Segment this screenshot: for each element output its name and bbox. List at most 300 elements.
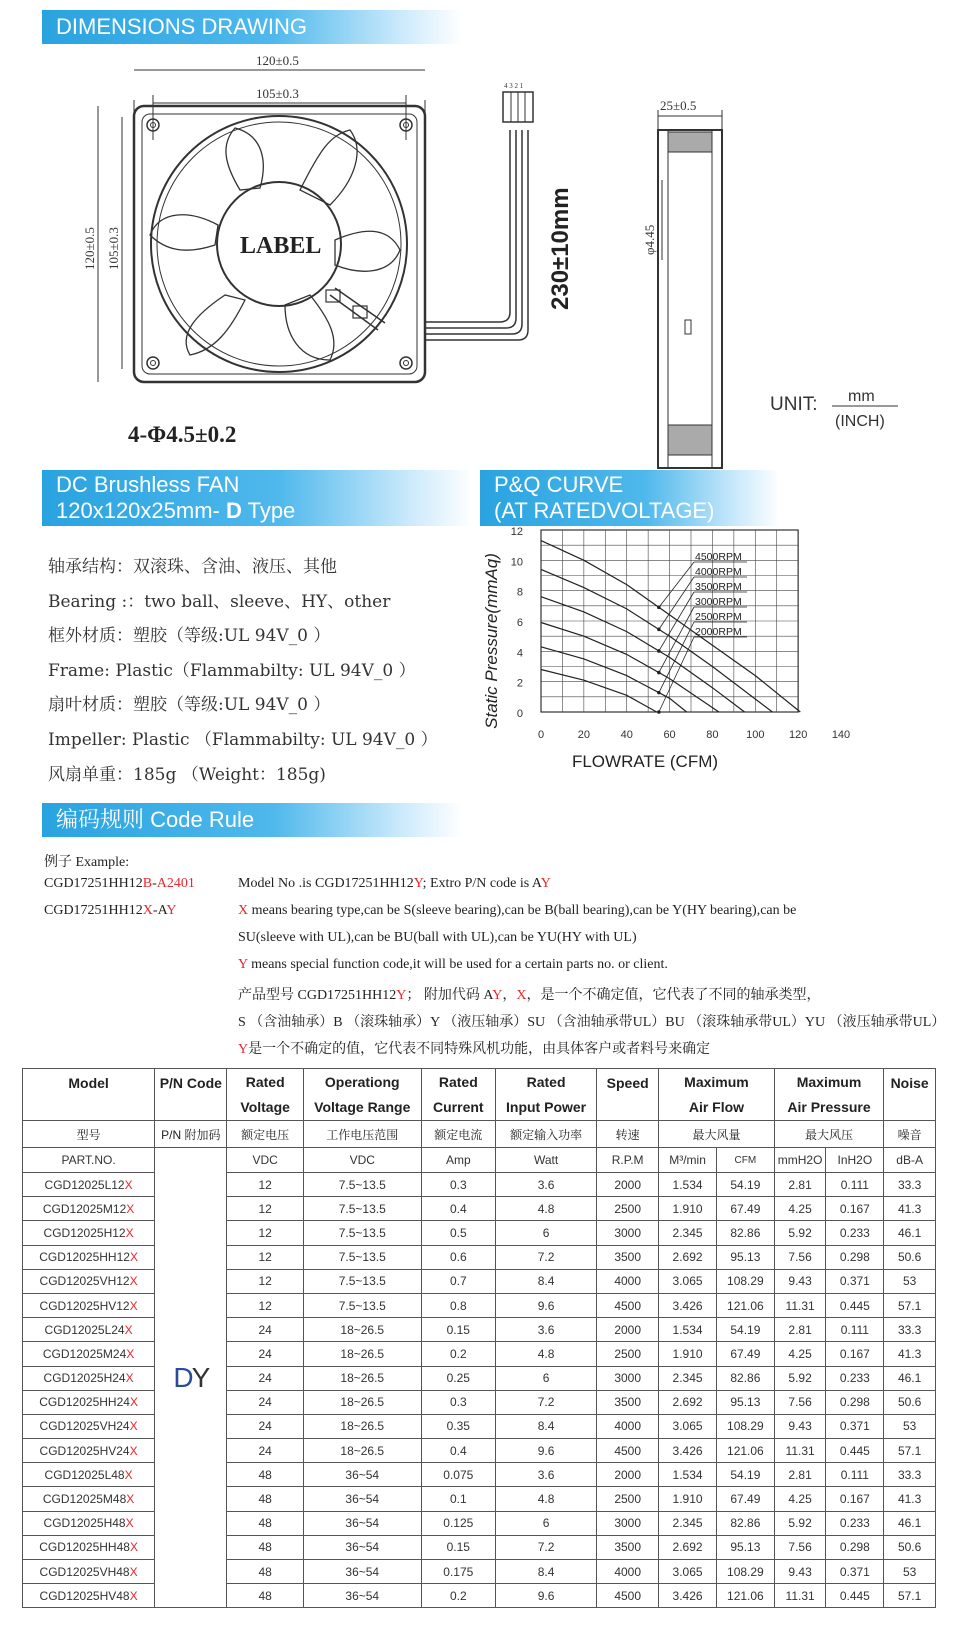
cell-voltage-range: 7.5~13.5: [303, 1173, 421, 1197]
leader-dot: [657, 606, 661, 610]
dim-120-top: 120±0.5: [256, 53, 299, 68]
unit-inch: (INCH): [835, 413, 885, 430]
cell-m3min: 1.534: [659, 1173, 717, 1197]
cell-noise: 41.3: [884, 1197, 936, 1221]
cell-current: 0.3: [421, 1173, 495, 1197]
unit-cfm: CFM: [716, 1148, 774, 1173]
col-air-flow: Maximum Air Flow: [659, 1069, 775, 1121]
cell-noise: 57.1: [884, 1439, 936, 1463]
cell-speed: 3000: [597, 1221, 659, 1245]
cell-model: CGD12025M12X: [23, 1197, 155, 1221]
col-noise: Noise: [884, 1069, 936, 1121]
cell-cfm: 121.06: [716, 1439, 774, 1463]
cell-model: CGD12025L12X: [23, 1173, 155, 1197]
series-label: 2500RPM: [695, 611, 742, 623]
unit-amp: Amp: [421, 1148, 495, 1173]
cell-mmh2o: 9.43: [774, 1269, 826, 1293]
cell-inh2o: 0.445: [826, 1439, 884, 1463]
series-label: 2000RPM: [695, 626, 742, 638]
cell-model: CGD12025HH24X: [23, 1390, 155, 1414]
cn-rated-current: 额定电流: [421, 1121, 495, 1148]
cell-m3min: 1.910: [659, 1342, 717, 1366]
cell-current: 0.3: [421, 1390, 495, 1414]
y-tick-label: 0: [516, 708, 523, 720]
cell-speed: 2000: [597, 1463, 659, 1487]
cn-model: 型号: [23, 1121, 155, 1148]
cell-noise: 46.1: [884, 1366, 936, 1390]
cell-m3min: 3.065: [659, 1269, 717, 1293]
cell-model: CGD12025H48X: [23, 1511, 155, 1535]
dimensions-drawing: [0, 40, 960, 460]
cn-voltage-range: 工作电压范围: [303, 1121, 421, 1148]
cell-current: 0.7: [421, 1269, 495, 1293]
cell-speed: 4000: [597, 1560, 659, 1584]
cell-power: 3.6: [495, 1173, 596, 1197]
rule-line-1: Model No .is CGD17251HH12Y; Extro P/N code is AY: [238, 876, 551, 891]
cell-speed: 4000: [597, 1269, 659, 1293]
cell-rated-voltage: 12: [227, 1269, 303, 1293]
cell-m3min: 3.426: [659, 1439, 717, 1463]
cell-m3min: 1.534: [659, 1318, 717, 1342]
cell-cfm: 121.06: [716, 1584, 774, 1608]
cell-current: 0.1: [421, 1487, 495, 1511]
code-rule-header: [42, 803, 462, 837]
series-label: 4000RPM: [695, 566, 742, 578]
cell-speed: 4000: [597, 1414, 659, 1438]
cell-mmh2o: 2.81: [774, 1318, 826, 1342]
cell-power: 7.2: [495, 1390, 596, 1414]
cell-noise: 33.3: [884, 1173, 936, 1197]
cell-rated-voltage: 48: [227, 1487, 303, 1511]
col-rated-voltage: Rated Voltage: [227, 1069, 303, 1121]
y-tick-label: 2: [516, 677, 523, 690]
cell-current: 0.4: [421, 1439, 495, 1463]
leader-dot: [657, 691, 661, 695]
cell-model: CGD12025HV12X: [23, 1293, 155, 1317]
y-axis-label: Static Pressure(mmAq): [482, 553, 501, 729]
dim-105-top: 105±0.3: [256, 86, 299, 101]
leader-dot: [657, 649, 661, 653]
cell-cfm: 54.19: [716, 1463, 774, 1487]
cell-cfm: 108.29: [716, 1269, 774, 1293]
cell-inh2o: 0.298: [826, 1390, 884, 1414]
cell-rated-voltage: 48: [227, 1463, 303, 1487]
cn-air-pressure: 最大风压: [774, 1121, 883, 1148]
cell-inh2o: 0.233: [826, 1366, 884, 1390]
rule-line-5: 产品型号 CGD17251HH12Y； 附加代码 AY，X，是一个不确定值，它代表了不同的轴承类型，: [238, 988, 821, 1003]
cell-m3min: 1.910: [659, 1197, 717, 1221]
cell-inh2o: 0.233: [826, 1221, 884, 1245]
cell-inh2o: 0.111: [826, 1318, 884, 1342]
cell-voltage-range: 36~54: [303, 1560, 421, 1584]
cell-model: CGD12025VH48X: [23, 1560, 155, 1584]
cell-cfm: 108.29: [716, 1560, 774, 1584]
cell-m3min: 2.692: [659, 1390, 717, 1414]
cell-model: CGD12025M48X: [23, 1487, 155, 1511]
cn-rated-voltage: 额定电压: [227, 1121, 303, 1148]
spec-impeller-cn: 扇叶材质：塑胶（等级:UL 94V_0 ）: [48, 695, 331, 715]
cell-mmh2o: 4.25: [774, 1197, 826, 1221]
cell-mmh2o: 2.81: [774, 1463, 826, 1487]
cell-voltage-range: 7.5~13.5: [303, 1269, 421, 1293]
cell-mmh2o: 2.81: [774, 1173, 826, 1197]
cn-air-flow: 最大风量: [659, 1121, 775, 1148]
cell-power: 4.8: [495, 1197, 596, 1221]
cell-rated-voltage: 12: [227, 1293, 303, 1317]
cell-speed: 4500: [597, 1584, 659, 1608]
pq-title-line2: (AT RATEDVOLTAGE): [494, 498, 715, 523]
cell-power: 7.2: [495, 1245, 596, 1269]
series-line-2000RPM: [541, 670, 657, 713]
fan-title-line1: DC Brushless FAN: [56, 472, 240, 497]
cell-noise: 53: [884, 1269, 936, 1293]
cell-current: 0.125: [421, 1511, 495, 1535]
dim-25: 25±0.5: [660, 98, 697, 113]
cell-inh2o: 0.371: [826, 1414, 884, 1438]
cell-cfm: 67.49: [716, 1197, 774, 1221]
cell-mmh2o: 9.43: [774, 1560, 826, 1584]
unit-mmh2o: mmH2O: [774, 1148, 826, 1173]
cell-cfm: 67.49: [716, 1342, 774, 1366]
unit-watt: Watt: [495, 1148, 596, 1173]
dim-105-side: 105±0.3: [106, 227, 121, 270]
section-title: 编码规则 Code Rule: [56, 807, 255, 832]
cell-mmh2o: 11.31: [774, 1293, 826, 1317]
fan-title-line2: 120x120x25mm- D Type: [56, 498, 296, 523]
cell-rated-voltage: 12: [227, 1245, 303, 1269]
section-title: DIMENSIONS DRAWING: [56, 14, 307, 39]
cell-mmh2o: 7.56: [774, 1390, 826, 1414]
cell-inh2o: 0.167: [826, 1342, 884, 1366]
cell-current: 0.175: [421, 1560, 495, 1584]
cell-inh2o: 0.371: [826, 1560, 884, 1584]
cell-power: 8.4: [495, 1560, 596, 1584]
cell-inh2o: 0.111: [826, 1173, 884, 1197]
cell-power: 6: [495, 1366, 596, 1390]
dim-445: φ4.45: [642, 224, 657, 255]
cell-cfm: 82.86: [716, 1221, 774, 1245]
cell-cfm: 95.13: [716, 1535, 774, 1559]
cell-noise: 50.6: [884, 1390, 936, 1414]
cell-model: CGD12025HV24X: [23, 1439, 155, 1463]
cell-power: 9.6: [495, 1584, 596, 1608]
cell-mmh2o: 4.25: [774, 1487, 826, 1511]
cell-m3min: 1.910: [659, 1487, 717, 1511]
cell-rated-voltage: 24: [227, 1439, 303, 1463]
cell-noise: 46.1: [884, 1221, 936, 1245]
unit-m3min: M³/min: [659, 1148, 717, 1173]
y-tick-label: 10: [510, 556, 523, 569]
cn-speed: 转速: [597, 1121, 659, 1148]
cell-power: 6: [495, 1511, 596, 1535]
spec-frame-en: Frame: Plastic（Flammabilty: UL 94V_0 ）: [48, 661, 416, 681]
cell-m3min: 3.426: [659, 1584, 717, 1608]
cell-mmh2o: 4.25: [774, 1342, 826, 1366]
cell-model: CGD12025VH12X: [23, 1269, 155, 1293]
cell-inh2o: 0.233: [826, 1511, 884, 1535]
y-tick-label: 12: [510, 526, 523, 538]
cell-mmh2o: 7.56: [774, 1245, 826, 1269]
rule-line-3: SU(sleeve with UL),can be BU(ball with UL),can be YU(HY with UL): [238, 930, 637, 945]
x-tick-label: 0: [537, 729, 545, 741]
cell-noise: 33.3: [884, 1463, 936, 1487]
rule-line-4: Y means special function code,it will be used for a certain parts no. or client.: [238, 957, 668, 972]
cell-rated-voltage: 48: [227, 1584, 303, 1608]
unit-label: UNIT:: [770, 394, 818, 415]
cell-m3min: 2.345: [659, 1366, 717, 1390]
cell-current: 0.25: [421, 1366, 495, 1390]
spec-frame-cn: 框外材质：塑胶（等级:UL 94V_0 ）: [48, 626, 331, 646]
leader-dot: [657, 710, 661, 714]
cell-noise: 41.3: [884, 1487, 936, 1511]
cell-power: 3.6: [495, 1318, 596, 1342]
cell-speed: 2000: [597, 1173, 659, 1197]
x-tick-label: 40: [620, 729, 633, 741]
cell-inh2o: 0.445: [826, 1293, 884, 1317]
cell-noise: 41.3: [884, 1342, 936, 1366]
cell-inh2o: 0.371: [826, 1269, 884, 1293]
cell-voltage-range: 36~54: [303, 1584, 421, 1608]
cell-cfm: 95.13: [716, 1390, 774, 1414]
cell-cfm: 54.19: [716, 1173, 774, 1197]
table-units-row: [23, 1148, 936, 1173]
cell-speed: 2500: [597, 1197, 659, 1221]
cell-cfm: 82.86: [716, 1366, 774, 1390]
cell-inh2o: 0.298: [826, 1245, 884, 1269]
unit-rpm: R.P.M: [597, 1148, 659, 1173]
unit-vdc-range: VDC: [303, 1148, 421, 1173]
cell-voltage-range: 18~26.5: [303, 1342, 421, 1366]
cell-m3min: 1.534: [659, 1463, 717, 1487]
x-tick-label: 60: [663, 729, 676, 741]
unit-inh2o: InH2O: [826, 1148, 884, 1173]
unit-dba: dB-A: [884, 1148, 936, 1173]
cell-power: 4.8: [495, 1487, 596, 1511]
cell-mmh2o: 5.92: [774, 1221, 826, 1245]
cell-mmh2o: 5.92: [774, 1366, 826, 1390]
x-axis-label: FLOWRATE (CFM): [571, 752, 719, 771]
cell-noise: 57.1: [884, 1293, 936, 1317]
cell-cfm: 82.86: [716, 1511, 774, 1535]
cell-current: 0.2: [421, 1342, 495, 1366]
rule-line-6: S （含油轴承）B （滚珠轴承）Y （液压轴承）SU （含油轴承带UL）BU （滚珠轴承带UL）YU （液压轴承带UL）: [238, 1015, 946, 1030]
cell-inh2o: 0.445: [826, 1584, 884, 1608]
table-header-row: [23, 1069, 936, 1121]
cell-speed: 3500: [597, 1535, 659, 1559]
y-tick-label: 6: [516, 617, 523, 629]
cell-cfm: 67.49: [716, 1487, 774, 1511]
cell-rated-voltage: 24: [227, 1390, 303, 1414]
cell-rated-voltage: 24: [227, 1414, 303, 1438]
cell-speed: 2500: [597, 1342, 659, 1366]
cell-mmh2o: 11.31: [774, 1439, 826, 1463]
dim-120-side: 120±0.5: [82, 227, 97, 270]
cell-current: 0.075: [421, 1463, 495, 1487]
x-tick-label: 120: [788, 729, 808, 741]
cell-voltage-range: 7.5~13.5: [303, 1245, 421, 1269]
spec-bearing-en: Bearing :：two ball、sleeve、HY、other: [48, 592, 391, 612]
cell-speed: 3000: [597, 1511, 659, 1535]
cell-noise: 46.1: [884, 1511, 936, 1535]
spec-weight: 风扇单重：185g （Weight：185g): [48, 765, 326, 785]
y-tick-label: 8: [516, 586, 523, 599]
cn-pn: P/N 附加码: [155, 1121, 227, 1148]
cell-speed: 2500: [597, 1487, 659, 1511]
spec-bearing-cn: 轴承结构：双滚珠、含油、液压、其他: [48, 557, 337, 577]
cell-current: 0.35: [421, 1414, 495, 1438]
cell-current: 0.5: [421, 1221, 495, 1245]
unit-partno: PART.NO.: [23, 1148, 155, 1173]
cell-m3min: 3.065: [659, 1560, 717, 1584]
cell-model: CGD12025M24X: [23, 1342, 155, 1366]
spec-impeller-en: Impeller: Plastic （Flammabilty: UL 94V_0 ）: [48, 730, 438, 750]
cell-voltage-range: 7.5~13.5: [303, 1197, 421, 1221]
cell-cfm: 108.29: [716, 1414, 774, 1438]
col-air-pressure: Maximum Air Pressure: [774, 1069, 883, 1121]
cell-mmh2o: 7.56: [774, 1535, 826, 1559]
x-tick-label: 20: [577, 729, 590, 741]
pn-code-cell: DY: [155, 1148, 227, 1608]
cn-input-power: 额定输入功率: [495, 1121, 596, 1148]
cell-noise: 50.6: [884, 1245, 936, 1269]
cell-inh2o: 0.167: [826, 1197, 884, 1221]
cell-speed: 4500: [597, 1293, 659, 1317]
cell-model: CGD12025HV48X: [23, 1584, 155, 1608]
cell-model: CGD12025L48X: [23, 1463, 155, 1487]
cell-rated-voltage: 48: [227, 1535, 303, 1559]
cell-model: CGD12025HH48X: [23, 1535, 155, 1559]
pq-title-line1: P&Q CURVE: [494, 472, 624, 497]
cell-current: 0.2: [421, 1584, 495, 1608]
rule-line-7: Y是一个不确定的值，它代表不同特殊风机功能，由具体客户或者料号来确定: [238, 1042, 711, 1057]
cell-cfm: 95.13: [716, 1245, 774, 1269]
cell-m3min: 2.345: [659, 1511, 717, 1535]
cell-speed: 3000: [597, 1366, 659, 1390]
cell-noise: 33.3: [884, 1318, 936, 1342]
cell-m3min: 2.345: [659, 1221, 717, 1245]
series-label: 3000RPM: [695, 596, 742, 608]
cell-power: 7.2: [495, 1535, 596, 1559]
connector-pins: 4 3 2 1: [504, 82, 524, 90]
cell-voltage-range: 7.5~13.5: [303, 1293, 421, 1317]
cell-current: 0.8: [421, 1293, 495, 1317]
series-label: 3500RPM: [695, 581, 742, 593]
cell-model: CGD12025L24X: [23, 1318, 155, 1342]
cell-noise: 53: [884, 1560, 936, 1584]
cell-noise: 53: [884, 1414, 936, 1438]
cell-voltage-range: 18~26.5: [303, 1318, 421, 1342]
cell-rated-voltage: 48: [227, 1560, 303, 1584]
cn-noise: 噪音: [884, 1121, 936, 1148]
cell-voltage-range: 36~54: [303, 1487, 421, 1511]
cell-rated-voltage: 24: [227, 1318, 303, 1342]
cell-rated-voltage: 24: [227, 1366, 303, 1390]
x-tick-label: 100: [746, 729, 765, 741]
cell-m3min: 3.426: [659, 1293, 717, 1317]
cell-cfm: 121.06: [716, 1293, 774, 1317]
col-pn: P/N Code: [155, 1069, 227, 1121]
cell-current: 0.15: [421, 1535, 495, 1559]
cell-m3min: 2.692: [659, 1245, 717, 1269]
cell-voltage-range: 18~26.5: [303, 1390, 421, 1414]
cell-speed: 2000: [597, 1318, 659, 1342]
example-1: CGD17251HH12B-A2401: [44, 876, 195, 891]
col-voltage-range: Operationg Voltage Range: [303, 1069, 421, 1121]
holes-spec: 4-Φ4.5±0.2: [128, 422, 237, 447]
cell-inh2o: 0.111: [826, 1463, 884, 1487]
cell-mmh2o: 11.31: [774, 1584, 826, 1608]
col-model: Model: [23, 1069, 155, 1121]
table-header-cn-row: [23, 1121, 936, 1148]
cell-rated-voltage: 12: [227, 1197, 303, 1221]
cell-voltage-range: 7.5~13.5: [303, 1221, 421, 1245]
leader-dot: [657, 628, 661, 632]
cell-speed: 4500: [597, 1439, 659, 1463]
series-line-2500RPM: [541, 647, 687, 712]
cell-rated-voltage: 12: [227, 1173, 303, 1197]
cell-cfm: 54.19: [716, 1318, 774, 1342]
dimensions-drawing-header: [42, 10, 462, 44]
pq-curve-chart: [482, 526, 915, 800]
cell-current: 0.15: [421, 1318, 495, 1342]
col-input-power: Rated Input Power: [495, 1069, 596, 1121]
cell-rated-voltage: 24: [227, 1342, 303, 1366]
fan-type-header: [42, 470, 472, 526]
cell-voltage-range: 36~54: [303, 1511, 421, 1535]
label-text: LABEL: [240, 233, 322, 259]
example-label: 例子 Example:: [44, 855, 130, 870]
cell-model: CGD12025H12X: [23, 1221, 155, 1245]
cell-voltage-range: 18~26.5: [303, 1439, 421, 1463]
cell-mmh2o: 9.43: [774, 1414, 826, 1438]
cell-voltage-range: 36~54: [303, 1535, 421, 1559]
col-speed: Speed: [597, 1069, 659, 1121]
col-rated-current: Rated Current: [421, 1069, 495, 1121]
cell-power: 3.6: [495, 1463, 596, 1487]
label-leader: [659, 637, 694, 712]
cell-current: 0.6: [421, 1245, 495, 1269]
cell-power: 4.8: [495, 1342, 596, 1366]
cell-speed: 3500: [597, 1245, 659, 1269]
cell-power: 8.4: [495, 1414, 596, 1438]
rule-line-2: X means bearing type,can be S(sleeve bearing),can be B(ball bearing),can be Y(HY bearing),can be: [238, 903, 797, 918]
cell-rated-voltage: 48: [227, 1511, 303, 1535]
cell-power: 9.6: [495, 1439, 596, 1463]
cell-power: 8.4: [495, 1269, 596, 1293]
cell-model: CGD12025HH12X: [23, 1245, 155, 1269]
cell-voltage-range: 36~54: [303, 1463, 421, 1487]
cell-model: CGD12025H24X: [23, 1366, 155, 1390]
cell-current: 0.4: [421, 1197, 495, 1221]
leader-dot: [657, 671, 661, 675]
cell-noise: 57.1: [884, 1584, 936, 1608]
cell-inh2o: 0.298: [826, 1535, 884, 1559]
cell-mmh2o: 5.92: [774, 1511, 826, 1535]
cell-m3min: 3.065: [659, 1414, 717, 1438]
unit-vdc: VDC: [227, 1148, 303, 1173]
cell-power: 9.6: [495, 1293, 596, 1317]
cell-voltage-range: 18~26.5: [303, 1414, 421, 1438]
cell-speed: 3500: [597, 1390, 659, 1414]
cell-voltage-range: 18~26.5: [303, 1366, 421, 1390]
cell-noise: 50.6: [884, 1535, 936, 1559]
cell-model: CGD12025VH24X: [23, 1414, 155, 1438]
y-tick-label: 4: [516, 647, 523, 660]
cell-m3min: 2.692: [659, 1535, 717, 1559]
cell-inh2o: 0.167: [826, 1487, 884, 1511]
cell-power: 6: [495, 1221, 596, 1245]
pq-curve-header: [480, 470, 780, 526]
